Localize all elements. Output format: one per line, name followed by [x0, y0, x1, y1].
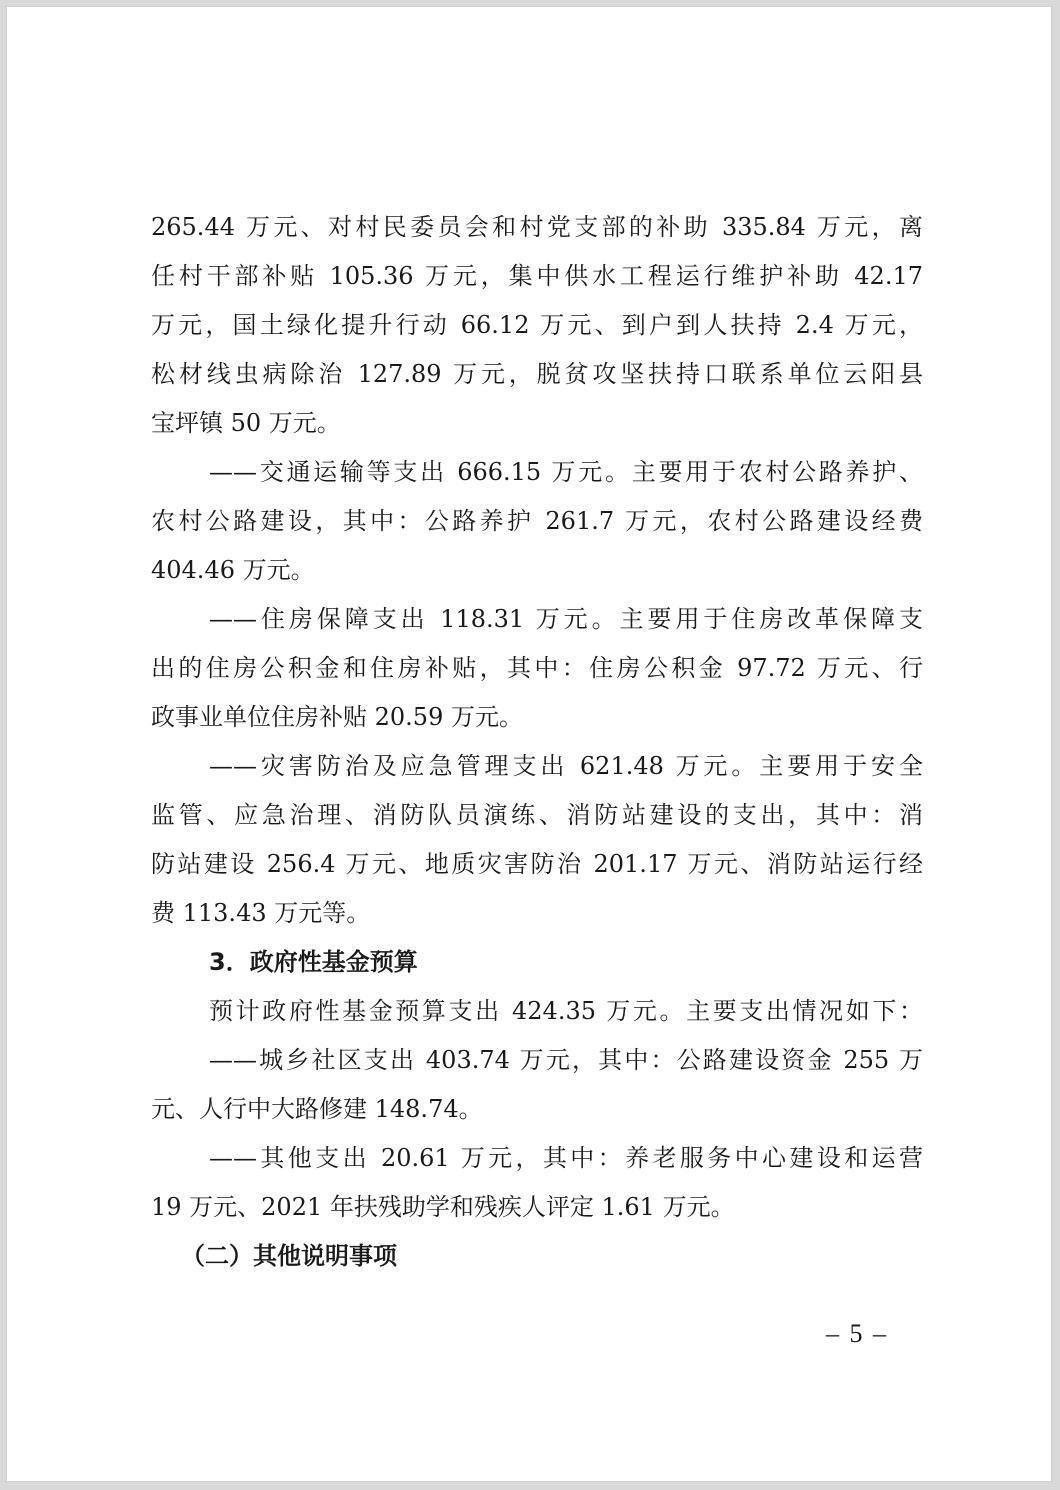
body-line: 松材线虫病除治 127.89 万元，脱贫攻坚扶持口联系单位云阳县	[151, 360, 923, 388]
body-line: 农村公路建设，其中：公路养护 261.7 万元，农村公路建设经费	[151, 507, 923, 535]
page-body	[151, 203, 923, 1281]
body-line: 出的住房公积金和住房补贴，其中：住房公积金 97.72 万元、行	[151, 654, 923, 682]
body-line: 265.44 万元、对村民委员会和村党支部的补助 335.84 万元，离	[151, 213, 923, 241]
body-line: ——灾害防治及应急管理支出 621.48 万元。主要用于安全	[209, 752, 923, 780]
body-line: 政事业单位住房补贴 20.59 万元。	[151, 703, 523, 731]
body-line: ——其他支出 20.61 万元，其中：养老服务中心建设和运营	[209, 1144, 923, 1172]
section-heading: 3．政府性基金预算	[209, 948, 418, 976]
page-number: – 5 –	[826, 1319, 888, 1348]
subsection-heading: （二）其他说明事项	[181, 1242, 397, 1270]
body-line: 404.46 万元。	[151, 556, 315, 584]
body-line: 元、人行中大路修建 148.74。	[151, 1095, 483, 1123]
body-line: 费 113.43 万元等。	[151, 899, 371, 927]
body-line: ——住房保障支出 118.31 万元。主要用于住房改革保障支	[209, 605, 923, 633]
body-line: ——交通运输等支出 666.15 万元。主要用于农村公路养护、	[209, 458, 923, 486]
body-line: 任村干部补贴 105.36 万元，集中供水工程运行维护补助 42.17	[151, 262, 923, 290]
body-line: 宝坪镇 50 万元。	[151, 409, 341, 437]
body-line: 预计政府性基金预算支出 424.35 万元。主要支出情况如下：	[209, 997, 923, 1025]
document-page	[6, 6, 1052, 1482]
body-line: 万元，国土绿化提升行动 66.12 万元、到户到人扶持 2.4 万元，	[151, 311, 923, 339]
body-line: 防站建设 256.4 万元、地质灾害防治 201.17 万元、消防站运行经	[151, 850, 923, 878]
body-line: 监管、应急治理、消防队员演练、消防站建设的支出，其中：消	[151, 801, 923, 829]
body-line: 19 万元、2021 年扶残助学和残疾人评定 1.61 万元。	[151, 1193, 735, 1221]
body-line: ——城乡社区支出 403.74 万元，其中：公路建设资金 255 万	[209, 1046, 923, 1074]
